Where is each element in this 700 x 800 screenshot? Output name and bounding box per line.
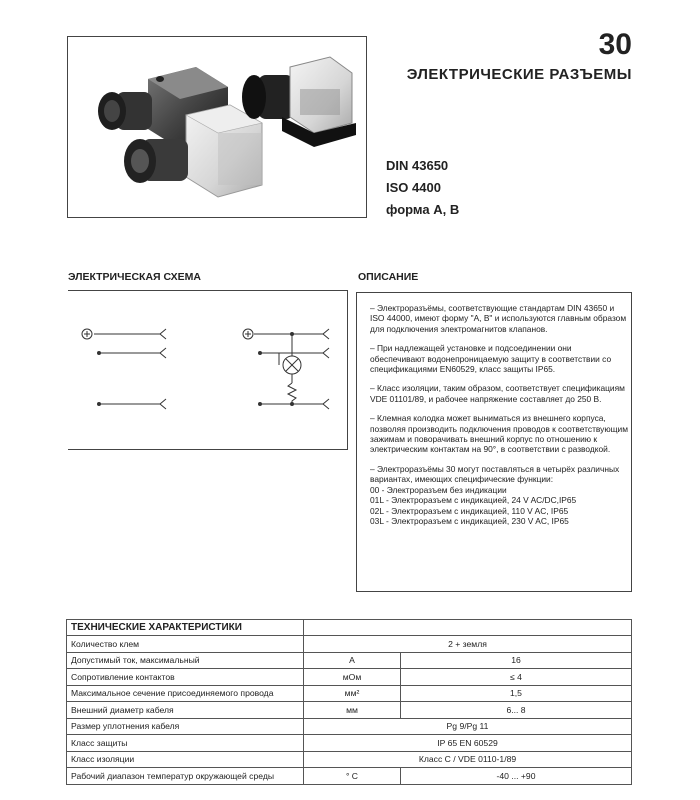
description-heading: ОПИСАНИЕ — [358, 271, 419, 283]
param-cell: Класс защиты — [67, 735, 304, 752]
description-paragraph: – Электроразъёмы 30 могут поставляться в четырёх различных вариантах, имеющих специфические функции: — [370, 463, 620, 485]
header-spacer — [304, 620, 632, 636]
value-cell: ≤ 4 — [401, 669, 632, 686]
page-title: ЭЛЕКТРИЧЕСКИЕ РАЗЪЕМЫ — [406, 66, 632, 83]
function-item: 03L - Электроразъем с индикацией, 230 V AC, IP65 — [370, 515, 569, 526]
unit-cell: мм² — [304, 685, 401, 702]
table-row — [67, 669, 632, 686]
value-cell: Класс C / VDE 0110-1/89 — [304, 751, 632, 768]
param-cell: Размер уплотнения кабеля — [67, 718, 304, 735]
function-item: 01L - Электроразъем с индикацией, 24 V AC/DC,IP65 — [370, 495, 577, 506]
specs-title: ТЕХНИЧЕСКИЕ ХАРАКТЕРИСТИКИ — [67, 620, 304, 636]
page-number: 30 — [598, 28, 632, 61]
value-cell: 6... 8 — [401, 702, 632, 719]
table-row — [67, 768, 632, 785]
table-row — [67, 735, 632, 752]
unit-cell: мОм — [304, 669, 401, 686]
standard-iso: ISO 4400 — [386, 180, 441, 195]
table-row — [67, 702, 632, 719]
specs-table — [66, 619, 632, 785]
product-photo — [67, 36, 367, 218]
function-item: 02L - Электроразъем с индикацией, 110 V AC, IP65 — [370, 505, 569, 516]
unit-cell: ° C — [304, 768, 401, 785]
value-cell: -40 ... +90 — [401, 768, 632, 785]
schema-heading: ЭЛЕКТРИЧЕСКАЯ СХЕМА — [68, 271, 202, 283]
wiring-schematic — [68, 291, 348, 451]
param-cell: Максимальное сечение присоединяемого провода — [67, 685, 304, 702]
param-cell: Допустимый ток, максимальный — [67, 652, 304, 669]
value-cell: 16 — [401, 652, 632, 669]
table-header-row — [67, 620, 632, 636]
function-item: 00 - Электроразъем без индикации — [370, 484, 507, 495]
table-row — [67, 636, 632, 653]
param-cell: Количество клем — [67, 636, 304, 653]
standard-form: форма A, B — [386, 202, 460, 217]
table-row — [67, 718, 632, 735]
description-paragraph: – Клемная колодка может выниматься из внешнего корпуса, позволяя производить подключения проводов к соответствующим зажимам и поворачивать внешний корпус по отношению к электрическим контактам на 90°, в соответствии с разводкой. — [370, 413, 628, 455]
unit-cell: A — [304, 652, 401, 669]
wiring-diagram — [68, 290, 348, 450]
table-row — [67, 685, 632, 702]
value-cell: IP 65 EN 60529 — [304, 735, 632, 752]
description-text — [370, 303, 628, 526]
value-cell: Pg 9/Pg 11 — [304, 718, 632, 735]
description-paragraph: – Класс изоляции, таким образом, соответствует спецификациям VDE 01101/89, и рабочее напряжение составляет до 250 В. — [370, 383, 625, 404]
table-row — [67, 652, 632, 669]
value-cell: 1,5 — [401, 685, 632, 702]
param-cell: Внешний диаметр кабеля — [67, 702, 304, 719]
value-cell: 2 + земля — [304, 636, 632, 653]
description-paragraph: – Электроразъёмы, соответствующие стандартам DIN 43650 и ISO 44000, имеют форму "A, B" и используются главным образом для подключения электромагнитов клапанов. — [370, 303, 627, 334]
description-paragraph: – При надлежащей установке и подсоединении они обеспечивают водонепроницаемую защиту в соответствии со спецификациями EN60529, класс защиты IP65. — [370, 343, 612, 375]
table-row — [67, 751, 632, 768]
param-cell: Рабочий диапазон температур окружающей среды — [67, 768, 304, 785]
connector-illustration — [68, 37, 366, 217]
standard-din: DIN 43650 — [386, 158, 449, 173]
unit-cell: мм — [304, 702, 401, 719]
param-cell: Класс изоляции — [67, 751, 304, 768]
param-cell: Сопротивление контактов — [67, 669, 304, 686]
